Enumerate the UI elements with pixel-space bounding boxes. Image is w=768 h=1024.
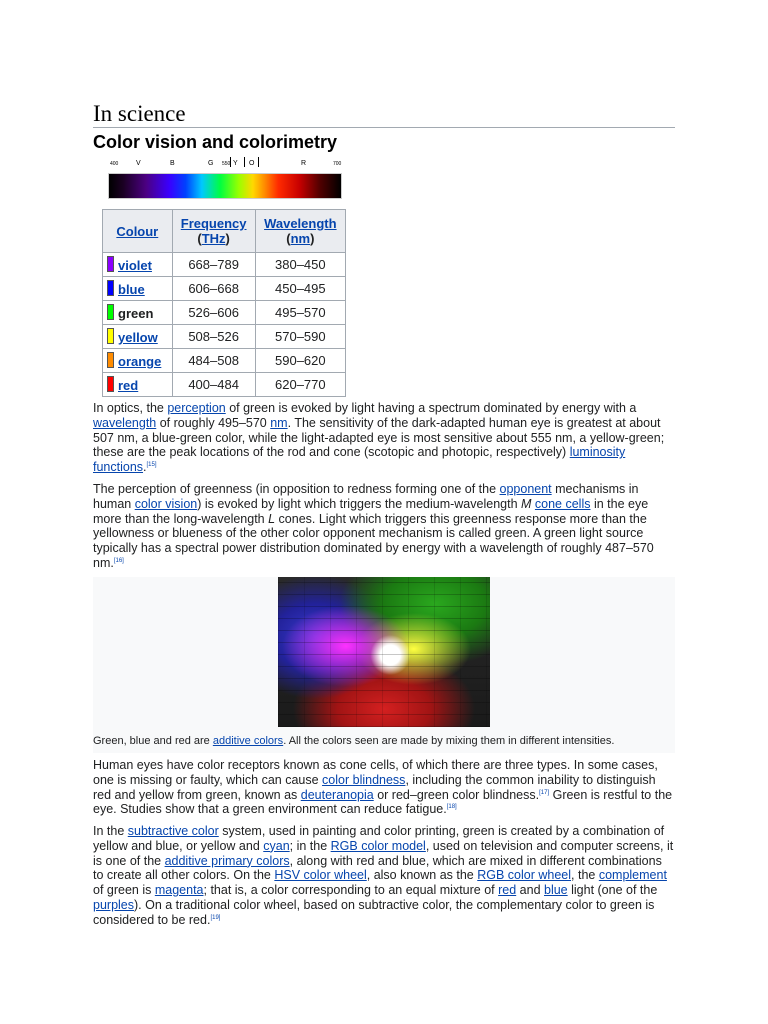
color-swatch bbox=[107, 352, 114, 368]
link-deuteranopia[interactable]: deuteranopia bbox=[300, 787, 374, 802]
color-table-infobox bbox=[102, 153, 346, 397]
text: In the bbox=[93, 824, 128, 838]
wavelength-cell: 450–495 bbox=[255, 277, 345, 301]
color-table bbox=[102, 209, 346, 397]
spectrum-label-b: B bbox=[170, 160, 175, 167]
text: ; in the bbox=[289, 838, 331, 853]
text: . The sensitivity of the dark-adapted human eye is greatest at about 507 nm, a blue-green color, while the light-adapted eye is most sensitive about 555 nm, a yellow-green; these are the peak locations of the rod and cone (scotopic and photopic, respectively) bbox=[93, 415, 665, 460]
color-swatch bbox=[107, 376, 114, 392]
header-wavelength-link[interactable]: Wavelength bbox=[264, 216, 337, 231]
header-wavelength[interactable]: Wavelength (nm) bbox=[255, 210, 345, 253]
brick-texture bbox=[278, 577, 490, 727]
text: system, used in painting and color printing, green is created by a combination of yellow and blue, or yellow and bbox=[93, 824, 665, 853]
color-link-yellow[interactable]: yellow bbox=[118, 330, 158, 345]
color-name-cell bbox=[103, 349, 173, 373]
link-red[interactable]: red bbox=[498, 883, 517, 898]
wavelength-cell: 570–590 bbox=[255, 325, 345, 349]
text: Green is restful to the eye. Studies show that a green environment can reduce fatigue. bbox=[93, 787, 673, 817]
link-subtractive-color[interactable]: subtractive color bbox=[127, 824, 219, 838]
text: , along with red and blue, which are mixed in different combinations to create all other colors. On the bbox=[93, 853, 662, 883]
text: . bbox=[143, 460, 147, 475]
text: In optics, the bbox=[93, 401, 168, 415]
text: The perception of greenness (in opposition to redness forming one of the bbox=[93, 482, 500, 496]
color-name-cell bbox=[103, 325, 173, 349]
text: ). On a traditional color wheel, based on subtractive color, the complementary color to green is considered to be red. bbox=[93, 897, 655, 927]
spectrum-tick bbox=[230, 157, 231, 167]
frequency-cell: 606–668 bbox=[172, 277, 255, 301]
spectrum-tick-label: 550 bbox=[222, 161, 231, 167]
subsection-heading: Color vision and colorimetry bbox=[93, 132, 338, 152]
figure-caption bbox=[93, 735, 675, 748]
text: and bbox=[516, 883, 544, 898]
text: ; that is, a color corresponding to an equal mixture of bbox=[203, 883, 499, 898]
link-additive-primary-colors[interactable]: additive primary colors bbox=[164, 853, 290, 868]
color-name-cell bbox=[103, 277, 173, 301]
citation-17[interactable]: [17] bbox=[539, 789, 550, 796]
paragraph-cone-cells bbox=[93, 758, 675, 817]
spectrum-label-o: O bbox=[249, 160, 255, 167]
link-cyan[interactable]: cyan bbox=[263, 838, 290, 853]
text: Human eyes have color receptors known as cone cells, of which there are three types. In some cases, one is missing or faulty, which can cause bbox=[93, 758, 658, 787]
link-rgb-color-wheel[interactable]: RGB color wheel bbox=[477, 868, 572, 883]
link-nm[interactable]: nm bbox=[270, 415, 288, 430]
citation-18[interactable]: [18] bbox=[446, 804, 457, 811]
wavelength-cell: 620–770 bbox=[255, 373, 345, 397]
color-name-cell bbox=[103, 253, 173, 277]
text: ) is evoked by light which triggers the medium-wavelength bbox=[197, 496, 521, 511]
citation-15[interactable]: [15] bbox=[146, 462, 157, 469]
color-name-cell bbox=[103, 301, 173, 325]
text: Green, blue and red are bbox=[93, 735, 213, 747]
text: cones. Light which triggers this greenness response more than the yellowness or blueness of the other color opponent mechanism is called green. A green light source typically has a spectral power distribution dominated by energy with a wavelength of roughly 487–570 nm. bbox=[93, 511, 654, 570]
spectrum-label-v: V bbox=[136, 160, 141, 167]
frequency-cell: 400–484 bbox=[172, 373, 255, 397]
text: mechanisms in human bbox=[93, 482, 639, 511]
link-blue[interactable]: blue bbox=[544, 883, 568, 898]
spectrum-labels bbox=[108, 153, 340, 173]
text: L bbox=[268, 511, 276, 526]
wavelength-cell: 590–620 bbox=[255, 349, 345, 373]
paragraph-greenness bbox=[93, 482, 675, 571]
link-hsv-color-wheel[interactable]: HSV color wheel bbox=[274, 868, 367, 883]
wavelength-cell: 380–450 bbox=[255, 253, 345, 277]
frequency-cell: 484–508 bbox=[172, 349, 255, 373]
spectrum-label-y: Y bbox=[233, 160, 238, 167]
table-row bbox=[103, 349, 346, 373]
frequency-cell: 508–526 bbox=[172, 325, 255, 349]
link-color-blindness[interactable]: color blindness bbox=[322, 772, 406, 787]
spectrum-tick-label: 400 bbox=[110, 161, 119, 167]
table-row bbox=[103, 253, 346, 277]
text: , including the common inability to distinguish red and yellow from green, known as bbox=[93, 772, 656, 802]
link-luminosity-functions[interactable]: luminosity functions bbox=[93, 445, 626, 475]
header-frequency[interactable]: Frequency (THz) bbox=[172, 210, 255, 253]
link-magenta[interactable]: magenta bbox=[154, 883, 204, 898]
link-additive-colors[interactable]: additive colors bbox=[212, 735, 284, 747]
color-swatch bbox=[107, 328, 114, 344]
spectrum-tick-label: 700 bbox=[333, 161, 342, 167]
paragraph-subtractive bbox=[93, 824, 675, 928]
visible-spectrum-image bbox=[108, 173, 342, 199]
table-row bbox=[103, 301, 346, 325]
text: , also known as the bbox=[366, 868, 478, 883]
text: M bbox=[521, 496, 532, 511]
table-row bbox=[103, 325, 346, 349]
wavelength-cell: 495–570 bbox=[255, 301, 345, 325]
link-perception[interactable]: perception bbox=[167, 401, 226, 415]
color-link-red[interactable]: red bbox=[118, 378, 139, 393]
table-header-row bbox=[103, 210, 346, 253]
text: in the eye more than the long-wavelength bbox=[93, 496, 649, 526]
paragraph-optics bbox=[93, 401, 675, 475]
text: or red–green color blindness. bbox=[373, 787, 540, 802]
additive-color-figure bbox=[93, 577, 675, 753]
link-wavelength[interactable]: wavelength bbox=[93, 415, 157, 430]
spectrum-label-r: R bbox=[301, 160, 307, 167]
color-name-green: green bbox=[118, 306, 154, 321]
header-colour[interactable] bbox=[103, 210, 173, 253]
frequency-cell: 526–606 bbox=[172, 301, 255, 325]
table-row bbox=[103, 277, 346, 301]
spectrum-tick bbox=[244, 157, 245, 167]
color-link-violet[interactable]: violet bbox=[118, 258, 152, 273]
citation-16[interactable]: [16] bbox=[113, 557, 124, 564]
header-colour-link[interactable]: Colour bbox=[116, 223, 159, 239]
text: of roughly 495–570 bbox=[156, 415, 271, 430]
spectrum-label-g: G bbox=[208, 160, 214, 167]
header-wavelength-unit-link[interactable]: nm bbox=[290, 231, 311, 246]
text: light (one of the bbox=[567, 883, 658, 898]
link-opponent[interactable]: opponent bbox=[499, 482, 552, 496]
additive-rgb-light-image[interactable] bbox=[278, 577, 490, 727]
header-frequency-unit-link[interactable]: THz bbox=[201, 231, 226, 246]
text: of green is bbox=[93, 883, 155, 898]
citation-19[interactable]: [19] bbox=[210, 914, 221, 921]
color-link-blue[interactable]: blue bbox=[118, 282, 145, 297]
link-complement[interactable]: complement bbox=[598, 868, 667, 883]
color-swatch bbox=[107, 256, 114, 272]
spectrum-tick bbox=[258, 157, 259, 167]
text: of green is evoked by light having a spectrum dominated by energy with a bbox=[225, 401, 637, 415]
header-frequency-link[interactable]: Frequency bbox=[180, 216, 247, 231]
color-name-cell bbox=[103, 373, 173, 397]
section-heading: In science bbox=[93, 100, 675, 128]
link-rgb-color-model[interactable]: RGB color model bbox=[330, 838, 426, 853]
color-link-orange[interactable]: orange bbox=[118, 354, 162, 369]
link-color-vision[interactable]: color vision bbox=[134, 496, 198, 511]
text: , used on television and computer screens, it is one of the bbox=[93, 838, 674, 868]
color-swatch bbox=[107, 304, 114, 320]
frequency-cell: 668–789 bbox=[172, 253, 255, 277]
text: . All the colors seen are made by mixing them in different intensities. bbox=[283, 735, 615, 747]
link-cone-cells[interactable]: cone cells bbox=[534, 496, 591, 511]
table-row bbox=[103, 373, 346, 397]
color-swatch bbox=[107, 280, 114, 296]
text: , the bbox=[571, 868, 599, 883]
link-purples[interactable]: purples bbox=[93, 897, 134, 912]
